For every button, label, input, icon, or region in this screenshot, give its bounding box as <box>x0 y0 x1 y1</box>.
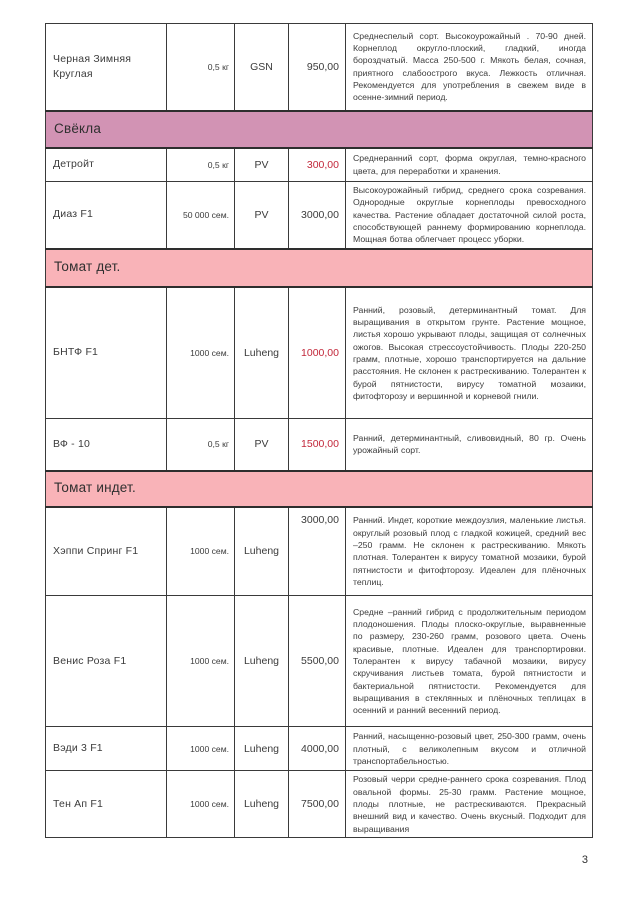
price-cell <box>289 507 346 596</box>
price-cell <box>289 24 346 111</box>
section-header-svekla: Свёкла <box>46 111 593 148</box>
section-header-tomat-indet: Томат индет. <box>46 471 593 507</box>
table-row <box>46 24 593 111</box>
description-cell: Ранний, розовый, детерминантный томат. Для выращивания в открытом грунте. Растение мощное, листья хорошо укрывают плоды, защищая от солнечных ожогов. Высокая стрессоустойчивость. Плоды 220-250 грамм, плотные, хорошо транспортируется на дальние расстояния. Не склонен к растрескиванию. Толерантен к бурой пятнистости, вирусу томатной мозаики, фитофторозу и вершинной и корневой гнили. <box>346 287 593 419</box>
price-cell <box>289 727 346 771</box>
description-cell: Розовый черри средне-раннего срока созревания. Плод овальной формы. 25-30 грамм. Растение мощное, плоды плотные, не растрескиваются. Прекрасный внешний вид и качество. Очень вкусный. Подходит для выращивания <box>346 771 593 838</box>
table-row <box>46 727 593 771</box>
description-cell: Среднеспелый сорт. Высокоурожайный . 70-90 дней. Корнеплод округло-плоский, гладкий, иногда бороздчатый. Масса 250-500 г. Мякоть белая, сочная, приятного слабоострого вкуса. Лежкость отличная. Рекомендуется для употребления в свежем виде в осенне-зимний период. <box>346 24 593 111</box>
table-row <box>46 287 593 419</box>
product-name: Хэппи Спринг F1 <box>46 507 167 596</box>
price-cell <box>289 596 346 727</box>
page-number: 3 <box>581 853 588 866</box>
quantity-cell: 50 000 сем. <box>167 182 235 249</box>
table-row <box>46 507 593 596</box>
product-name: Вэди 3 F1 <box>46 727 167 771</box>
table-row <box>46 596 593 727</box>
quantity-cell: 1000 сем. <box>167 771 235 838</box>
price-value: 1500,00 <box>301 438 339 451</box>
product-name: Детройт <box>46 148 167 182</box>
section-row <box>46 471 593 507</box>
price-value: 950,00 <box>306 60 339 73</box>
table-row <box>46 148 593 182</box>
product-name: ВФ - 10 <box>46 419 167 471</box>
brand-cell: PV <box>235 148 289 182</box>
brand-cell: PV <box>235 182 289 249</box>
price-cell <box>289 287 346 419</box>
price-cell <box>289 771 346 838</box>
quantity-cell: 1000 сем. <box>167 507 235 596</box>
description-cell: Средне –ранний гибрид с продолжительным периодом плодоношения. Плоды плоско-округлые, выравненные по размеру, 230-260 грамм, розового цвета. Очень красивые, плотные. Идеален для транспортировки. Толерантен к вирусу табачной мозаики, вирусу скручивания листьев томата, бурой пятнистости и бактериальной пятнистости. Рекомендуется для выращивания в стеклянных и плёночных теплицах в осенний и ранний весенний период. <box>346 596 593 727</box>
brand-cell: Luheng <box>235 507 289 596</box>
table-row <box>46 771 593 838</box>
price-value: 3000,00 <box>301 513 339 526</box>
table-row <box>46 419 593 471</box>
price-cell <box>289 182 346 249</box>
product-name: Диаз F1 <box>46 182 167 249</box>
price-cell <box>289 419 346 471</box>
price-value: 5500,00 <box>301 655 339 668</box>
price-value: 300,00 <box>306 158 339 171</box>
quantity-cell: 1000 сем. <box>167 727 235 771</box>
description-cell: Высокоурожайный гибрид, среднего срока созревания. Однородные округлые корнеплоды превосходного качества. Растение обладает достаточной силой роста, способствующей раннему формированию корнеплода. Мощная ботва облегчает процесс уборки. <box>346 182 593 249</box>
price-cell <box>289 148 346 182</box>
quantity-cell: 1000 сем. <box>167 287 235 419</box>
product-name: Венис Роза F1 <box>46 596 167 727</box>
quantity-cell: 0,5 кг <box>167 419 235 471</box>
quantity-cell: 0,5 кг <box>167 24 235 111</box>
seed-catalog-table <box>45 23 593 838</box>
description-cell: Ранний, детерминантный, сливовидный, 80 гр. Очень урожайный сорт. <box>346 419 593 471</box>
brand-cell: Luheng <box>235 596 289 727</box>
product-name: БНТФ F1 <box>46 287 167 419</box>
product-name: Черная Зимняя Круглая <box>46 24 167 111</box>
price-value: 4000,00 <box>301 742 339 755</box>
quantity-cell: 0,5 кг <box>167 148 235 182</box>
price-value: 3000,00 <box>301 208 339 221</box>
section-row <box>46 249 593 287</box>
brand-cell: PV <box>235 419 289 471</box>
section-row <box>46 111 593 148</box>
description-cell: Ранний, насыщенно-розовый цвет, 250-300 грамм, очень плотный, с великолепным вкусом и отличной транспортабельностью. <box>346 727 593 771</box>
description-cell: Ранний. Индет, короткие междоузлия, маленькие листья. округлый розовый плод с гладкой кожицей, средний вес –250 грамм. Не склонен к растрескиванию. Мякоть плотная. Толерантен к вирусу томатной мозаики, бурой пятнистости и фитофторозу. Идеален для плёночных теплиц. <box>346 507 593 596</box>
brand-cell: Luheng <box>235 287 289 419</box>
brand-cell: Luheng <box>235 727 289 771</box>
brand-cell: Luheng <box>235 771 289 838</box>
product-name: Тен Ап F1 <box>46 771 167 838</box>
table-row <box>46 182 593 249</box>
price-value: 7500,00 <box>301 798 339 811</box>
brand-cell: GSN <box>235 24 289 111</box>
description-cell: Среднеранний сорт, форма округлая, темно-красного цвета, для переработки и хранения. <box>346 148 593 182</box>
price-value: 1000,00 <box>301 346 339 359</box>
section-header-tomat-det: Томат дет. <box>46 249 593 287</box>
quantity-cell: 1000 сем. <box>167 596 235 727</box>
